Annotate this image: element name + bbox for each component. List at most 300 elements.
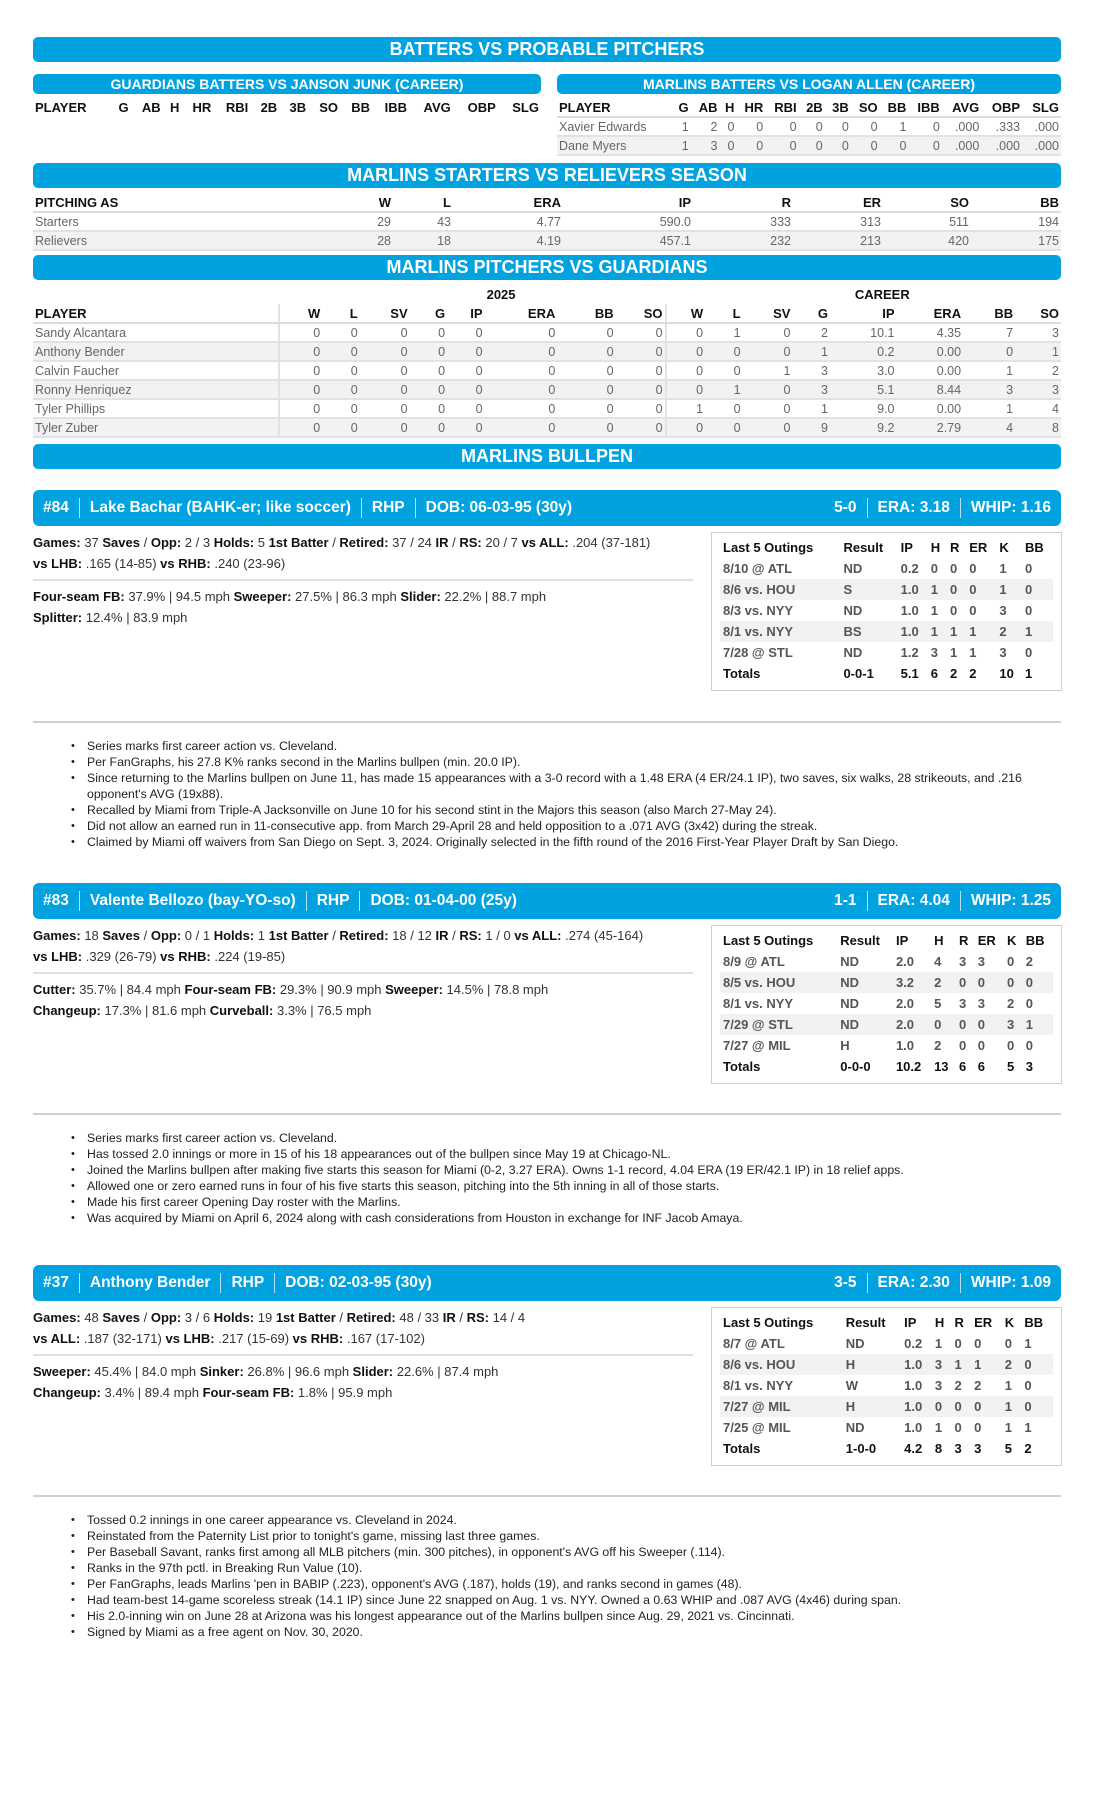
outing-cell: 0 <box>969 561 977 576</box>
outing-cell: 1 <box>1024 666 1033 681</box>
cell-value: 0 <box>360 418 410 437</box>
outing-row <box>720 600 1053 621</box>
outing-cell: 0 <box>1022 579 1053 600</box>
outing-cell: 5 <box>934 996 942 1011</box>
row-label: Tyler Phillips <box>33 399 279 418</box>
col-2b: 2B <box>799 98 825 117</box>
cell-value: 1 <box>963 361 1015 380</box>
outing-cell: 1 <box>951 1354 971 1375</box>
cell-value: 43 <box>393 212 453 231</box>
col-hr: HR <box>736 98 765 117</box>
stat-label: Four-seam FB: <box>33 589 125 604</box>
stat-value: / <box>139 535 151 550</box>
col-era-2025: ERA <box>485 304 558 323</box>
cell-value: 0 <box>736 136 765 155</box>
col-obp: OBP <box>981 98 1022 117</box>
col-w-2025: W <box>279 304 323 323</box>
outing-cell: 0-0-0 <box>840 1059 871 1074</box>
cell-value: 1 <box>673 136 691 155</box>
outing-cell: 1 <box>1002 1396 1022 1417</box>
cell-value: 5.1 <box>830 380 897 399</box>
stat-label: vs RHB: <box>160 556 211 571</box>
col-hr: HR <box>192 100 212 115</box>
row-label: Tyler Zuber <box>33 418 279 437</box>
outings-col: Last 5 Outings <box>723 1315 814 1330</box>
outings-col: BB <box>1024 540 1044 555</box>
stat-value: .165 (14-85) <box>82 556 161 571</box>
outing-cell: H <box>843 1396 901 1417</box>
stat-value: 18 <box>80 928 103 943</box>
stat-value: 1.8% | 95.9 mph <box>294 1385 393 1400</box>
outing-cell: 3 <box>974 1441 982 1456</box>
outings-col: IP <box>895 933 909 948</box>
outing-row <box>720 1014 1053 1035</box>
stat-value: 14 / 4 <box>488 1310 526 1325</box>
cell-value: 511 <box>883 212 971 231</box>
last-5-outings-table <box>720 1312 1053 1459</box>
cell-value: .000 <box>942 136 981 155</box>
stat-value: 3.4% | 89.4 mph <box>100 1385 203 1400</box>
outing-cell: 1.0 <box>901 1354 932 1375</box>
stat-value: .217 (15-69) <box>214 1331 293 1346</box>
outings-col: BB <box>1024 1315 1044 1330</box>
outing-cell: ND <box>843 561 863 576</box>
cell-value: 0 <box>557 399 615 418</box>
outing-cell: 2 <box>1007 996 1015 1011</box>
split-stats-line <box>33 553 713 574</box>
outing-cell: ND <box>840 996 860 1011</box>
divider <box>79 1273 80 1293</box>
cell-value: 0 <box>743 380 793 399</box>
table-row <box>33 212 1061 231</box>
col-h: H <box>719 98 736 117</box>
cell-value: 0 <box>616 399 666 418</box>
col-so-career: SO <box>1015 304 1061 323</box>
cell-value: 313 <box>793 212 883 231</box>
player-name: Anthony Bender <box>89 1274 211 1291</box>
outings-col: ER <box>977 933 996 948</box>
stat-label: Sinker: <box>199 1364 244 1379</box>
cell-value: 333 <box>693 212 793 231</box>
stat-label: Holds: <box>213 1310 255 1325</box>
cell-value: 1 <box>705 380 742 399</box>
outing-cell: 3 <box>959 996 967 1011</box>
stat-label: RS: <box>459 535 482 550</box>
stat-label: Saves <box>102 928 140 943</box>
stat-value: / <box>139 1310 151 1325</box>
player-era: ERA: 4.04 <box>877 892 950 909</box>
outings-totals-row <box>720 663 1053 684</box>
outing-cell: ND <box>845 1336 865 1351</box>
cell-value: 0.00 <box>897 342 964 361</box>
outing-cell: 1 <box>950 645 958 660</box>
row-label: Calvin Faucher <box>33 361 279 380</box>
note-item: • Per FanGraphs, leads Marlins 'pen in BABIP (.223), opponent's AVG (.187), holds (19), and ranks second in games (48). <box>33 1576 1061 1592</box>
cell-value: 0 <box>719 136 736 155</box>
cell-value: 0 <box>557 380 615 399</box>
outing-cell: 5 <box>1004 1441 1012 1456</box>
player-number: #37 <box>43 1274 69 1291</box>
stat-label: Four-seam FB: <box>184 982 277 997</box>
divider <box>79 891 80 911</box>
outing-cell: 0 <box>1021 1354 1053 1375</box>
col-bb-2025: BB <box>557 304 615 323</box>
stat-label: RS: <box>466 1310 489 1325</box>
outing-cell: 1 <box>930 603 938 618</box>
stat-value: 3.3% | 76.5 mph <box>273 1003 372 1018</box>
outing-cell: 8/3 vs. NYY <box>723 603 794 618</box>
outing-cell: 6 <box>959 1059 967 1074</box>
cell-value: 0 <box>279 342 323 361</box>
outing-cell: 0 <box>977 1038 985 1053</box>
card-divider <box>33 1495 1061 1497</box>
stat-label: Changeup: <box>33 1385 101 1400</box>
table-row <box>33 399 1061 418</box>
outing-cell: 1 <box>1004 1378 1012 1393</box>
outing-cell: 1.0 <box>895 1038 915 1053</box>
pitchers-vs-guardians-table <box>33 285 1061 438</box>
col-era: ERA <box>453 193 563 212</box>
player-header <box>33 883 1061 919</box>
stat-value: 12.4% | 83.9 mph <box>82 610 188 625</box>
player-dob: DOB: 02-03-95 (30y) <box>285 1274 432 1291</box>
outing-cell: 1 <box>1023 1014 1053 1035</box>
pitch-mix-line <box>33 586 713 607</box>
cell-value: 0 <box>963 342 1015 361</box>
outing-cell: 3 <box>977 996 985 1011</box>
stat-label: vs LHB: <box>33 556 83 571</box>
outings-col: H <box>934 933 944 948</box>
outing-cell: 0 <box>1004 972 1023 993</box>
stat-label: Slider: <box>400 589 441 604</box>
cell-value: 7 <box>963 323 1015 342</box>
starters-relievers-table <box>33 193 1061 251</box>
outing-cell: 1-0-0 <box>845 1441 877 1456</box>
outing-cell: 8/6 vs. HOU <box>720 579 840 600</box>
guardians-batters-title: GUARDIANS BATTERS VS JANSON JUNK (CAREER) <box>33 74 541 94</box>
cell-value: 0 <box>447 380 484 399</box>
cell-value: .000 <box>1022 136 1061 155</box>
cell-value: 3 <box>1015 380 1061 399</box>
outing-cell: 0 <box>969 603 977 618</box>
player-dob: DOB: 06-03-95 (30y) <box>425 499 573 516</box>
note-item: • Recalled by Miami from Triple-A Jacksonville on June 10 for his second stint in the Majors this season (also March 27-May 24). <box>33 802 1061 818</box>
stat-label: Games: <box>33 928 81 943</box>
stat-value: 35.7% | 84.4 mph <box>75 982 185 997</box>
outings-header-row <box>720 1312 1053 1333</box>
cell-value: 0 <box>322 418 359 437</box>
col-pitching-as: PITCHING AS <box>33 193 253 212</box>
cell-value: 0 <box>410 323 447 342</box>
player-whip: WHIP: 1.25 <box>970 892 1051 909</box>
stat-value: 3 / 6 <box>181 1310 214 1325</box>
col-slg: SLG <box>1022 98 1061 117</box>
stat-value: / <box>455 1310 467 1325</box>
outing-cell: 3 <box>999 645 1007 660</box>
cell-value: 590.0 <box>563 212 693 231</box>
outing-cell: 0 <box>951 1396 971 1417</box>
stat-label: Splitter: <box>33 610 83 625</box>
section-batters-vs-probable: BATTERS VS PROBABLE PITCHERS <box>33 37 1061 62</box>
cell-value: 3 <box>1015 323 1061 342</box>
usage-stats-line <box>33 925 713 946</box>
outing-cell: 1 <box>1022 621 1053 642</box>
cell-value: 10.1 <box>830 323 897 342</box>
outing-cell: 3 <box>934 1378 943 1393</box>
cell-value: 1 <box>792 399 829 418</box>
outing-cell: 8/9 @ ATL <box>723 954 785 969</box>
stat-value: / <box>448 928 460 943</box>
cell-value: 0 <box>743 342 793 361</box>
stat-value: / <box>448 535 460 550</box>
stat-value: 37 <box>80 535 103 550</box>
outing-cell: 1.0 <box>904 1378 923 1393</box>
outing-cell: 2 <box>969 666 977 681</box>
outing-cell: 7/29 @ STL <box>720 1014 837 1035</box>
outing-cell: H <box>840 1038 850 1053</box>
col-ab: AB <box>691 98 720 117</box>
stat-value: 20 / 7 <box>481 535 522 550</box>
outing-cell: 1 <box>928 621 947 642</box>
note-item: • Series marks first career action vs. Cleveland. <box>33 738 1061 754</box>
outing-cell: 2 <box>931 972 956 993</box>
col-g-career: G <box>792 304 829 323</box>
cell-value: 4 <box>963 418 1015 437</box>
outing-cell: S <box>840 579 897 600</box>
cell-value: 2 <box>1015 361 1061 380</box>
cell-value: 0 <box>851 136 880 155</box>
cell-value: 0 <box>360 323 410 342</box>
row-label: Xavier Edwards <box>557 117 673 136</box>
note-item: • Tossed 0.2 innings in one career appearance vs. Cleveland in 2024. <box>33 1512 1061 1528</box>
cell-value: 9.2 <box>830 418 897 437</box>
col-rbi: RBI <box>765 98 798 117</box>
stat-value: 48 / 33 <box>395 1310 443 1325</box>
row-label: Starters <box>33 212 253 231</box>
cell-value: 8 <box>1015 418 1061 437</box>
outing-cell: 0 <box>1023 972 1053 993</box>
cell-value: 3 <box>691 136 720 155</box>
stat-label: Holds: <box>213 535 255 550</box>
player-record: 5-0 <box>834 499 857 516</box>
starters-relievers-rows <box>33 212 1061 250</box>
cell-value: 0 <box>705 342 742 361</box>
outing-cell: Totals <box>723 1059 761 1074</box>
cell-value: 0 <box>485 342 558 361</box>
row-label: Relievers <box>33 231 253 250</box>
stat-label: Sweeper: <box>385 982 443 997</box>
cell-value: 0 <box>719 117 736 136</box>
note-item: • His 2.0-inning win on June 28 at Arizona was his longest appearance out of the Marlins bullpen since Aug. 29, 2021 vs. Cincinnati. <box>33 1608 1061 1624</box>
player-era: ERA: 3.18 <box>877 499 950 516</box>
stat-value: .224 (19-85) <box>210 949 286 964</box>
cell-value: 0 <box>322 399 359 418</box>
stat-value: .274 (45-164) <box>561 928 644 943</box>
col-w: W <box>253 193 393 212</box>
cell-value: 0 <box>743 323 793 342</box>
col-so-2025: SO <box>616 304 666 323</box>
player-era: ERA: 2.30 <box>877 1274 950 1291</box>
outing-cell: 0 <box>1025 996 1033 1011</box>
outing-row <box>720 1035 1053 1056</box>
divider <box>220 1273 221 1293</box>
outing-row <box>720 951 1053 972</box>
outing-cell: 6 <box>930 666 938 681</box>
cell-value: 0 <box>279 399 323 418</box>
stat-label: Holds: <box>213 928 255 943</box>
outing-row <box>720 621 1053 642</box>
note-item: • Since returning to the Marlins bullpen on June 11, has made 15 appearances with a 3-0 record with a 1.48 ERA (4 ER/24.1 IP), two saves, six walks, 28 strikeouts, and .216 opponent's AVG (19x88). <box>33 770 1061 802</box>
cell-value: 0.00 <box>897 399 964 418</box>
col-so: SO <box>883 193 971 212</box>
divider <box>960 498 961 518</box>
note-item: • Has tossed 2.0 innings or more in 15 of his 18 appearances out of the bullpen since May 19 at Chicago-NL. <box>33 1146 1061 1162</box>
outing-row <box>720 1333 1053 1354</box>
outing-cell: 0 <box>950 561 958 576</box>
cell-value: 0 <box>485 361 558 380</box>
divider <box>867 1273 868 1293</box>
cell-value: 0 <box>666 380 706 399</box>
col-era-career: ERA <box>897 304 964 323</box>
stat-label: Sweeper: <box>33 1364 91 1379</box>
table-header-row <box>33 304 1061 323</box>
outing-cell: 0 <box>975 1014 1004 1035</box>
stat-label: Cutter: <box>33 982 76 997</box>
stat-value: 26.8% | 96.6 mph <box>243 1364 353 1379</box>
outing-cell: ND <box>843 645 863 660</box>
col-2b: 2B <box>260 100 278 115</box>
outing-cell: ND <box>845 1420 865 1435</box>
cell-value: 0 <box>279 323 323 342</box>
col-l: L <box>393 193 453 212</box>
stats-divider <box>33 1354 693 1356</box>
cell-value: 0 <box>485 399 558 418</box>
note-item: • Reinstated from the Paternity List prior to tonight's game, missing last three games. <box>33 1528 1061 1544</box>
outing-cell: 0 <box>1024 561 1033 576</box>
outing-row <box>720 642 1053 663</box>
stat-label: Opp: <box>150 928 182 943</box>
outing-cell: 0 <box>974 1336 982 1351</box>
col-ip: IP <box>563 193 693 212</box>
col-rbi: RBI <box>225 100 249 115</box>
outing-cell: 0 <box>954 1420 962 1435</box>
outing-cell: 0 <box>971 1396 1002 1417</box>
outing-cell: BS <box>840 621 897 642</box>
outing-cell: 1.0 <box>904 1420 923 1435</box>
cell-value: 0 <box>799 136 825 155</box>
outing-cell: 3 <box>959 954 967 969</box>
row-label: Sandy Alcantara <box>33 323 279 342</box>
outing-cell: 2 <box>996 621 1022 642</box>
col-obp: OBP <box>467 100 496 115</box>
marlins-batters-table <box>557 98 1061 156</box>
stat-label: IR <box>435 928 449 943</box>
outings-totals-row <box>720 1056 1053 1077</box>
stat-value: 18 / 12 <box>388 928 436 943</box>
outings-col: H <box>934 1315 945 1330</box>
note-item: • Made his first career Opening Day roster with the Marlins. <box>33 1194 1061 1210</box>
col-bb-career: BB <box>963 304 1015 323</box>
last-5-outings-box <box>711 925 1062 1084</box>
outing-cell: 0 <box>1007 954 1015 969</box>
section-pitchers-vs-guardians: MARLINS PITCHERS VS GUARDIANS <box>33 255 1061 280</box>
cell-value: 4.19 <box>453 231 563 250</box>
cell-value: 0 <box>736 117 765 136</box>
col-g: G <box>673 98 691 117</box>
cell-value: 0 <box>279 380 323 399</box>
note-item: • Series marks first career action vs. Cleveland. <box>33 1130 1061 1146</box>
stat-value: 22.6% | 87.4 mph <box>393 1364 499 1379</box>
col-avg: AVG <box>423 100 451 115</box>
outing-cell: 0 <box>956 1014 975 1035</box>
outing-row <box>720 972 1053 993</box>
cell-value: 0 <box>447 418 484 437</box>
outing-cell: 0 <box>932 1396 952 1417</box>
stat-label: Opp: <box>150 1310 182 1325</box>
stat-label: Games: <box>33 535 81 550</box>
outing-cell: 3 <box>1025 1059 1033 1074</box>
player-dob: DOB: 01-04-00 (25y) <box>370 892 517 909</box>
outing-cell: 0 <box>956 972 975 993</box>
note-item: • Did not allow an earned run in 11-consecutive app. from March 29-April 28 and held opposition to a .071 AVG (3x42) during the streak. <box>33 818 1061 834</box>
col-ibb: IBB <box>384 100 407 115</box>
marlins-batters-title: MARLINS BATTERS VS LOGAN ALLEN (CAREER) <box>557 74 1061 94</box>
col-er: ER <box>793 193 883 212</box>
last-5-outings-table <box>720 537 1053 684</box>
stat-label: Retired: <box>339 535 389 550</box>
outing-cell: Totals <box>723 666 761 681</box>
outing-cell: 8/5 vs. HOU <box>720 972 837 993</box>
cell-value: 18 <box>393 231 453 250</box>
outing-cell: ND <box>837 1014 893 1035</box>
divider <box>867 891 868 911</box>
outing-cell: 8 <box>934 1441 943 1456</box>
table-row <box>557 136 1061 155</box>
stat-value: .204 (37-181) <box>568 535 651 550</box>
divider <box>306 891 307 911</box>
stat-label: Slider: <box>352 1364 394 1379</box>
stat-value: 14.5% | 78.8 mph <box>442 982 549 997</box>
outing-cell: 1 <box>969 645 977 660</box>
cell-value: 0 <box>666 323 706 342</box>
divider <box>274 1273 275 1293</box>
cell-value: 0 <box>322 380 359 399</box>
cell-value: 9 <box>792 418 829 437</box>
outing-row <box>720 1375 1053 1396</box>
stat-value: / <box>139 928 151 943</box>
outing-cell: 2 <box>950 666 958 681</box>
last-5-outings-box <box>711 532 1062 691</box>
outing-cell: 3 <box>932 1354 952 1375</box>
outing-cell: 3 <box>999 603 1007 618</box>
player-whip: WHIP: 1.16 <box>970 499 1051 516</box>
col-sv-career: SV <box>743 304 793 323</box>
cell-value: 1 <box>666 399 706 418</box>
divider <box>867 498 868 518</box>
col-player: PLAYER <box>33 304 279 323</box>
cell-value: 0 <box>360 399 410 418</box>
stat-value: 48 <box>80 1310 103 1325</box>
divider <box>960 1273 961 1293</box>
group-career: CAREER <box>854 287 910 302</box>
outing-cell: 0 <box>950 603 958 618</box>
outing-cell: 7/25 @ MIL <box>723 1420 791 1435</box>
cell-value: .333 <box>981 117 1022 136</box>
outing-cell: 1 <box>928 579 947 600</box>
col-l-career: L <box>705 304 742 323</box>
cell-value: 0 <box>743 418 793 437</box>
outing-cell: Totals <box>723 1441 761 1456</box>
